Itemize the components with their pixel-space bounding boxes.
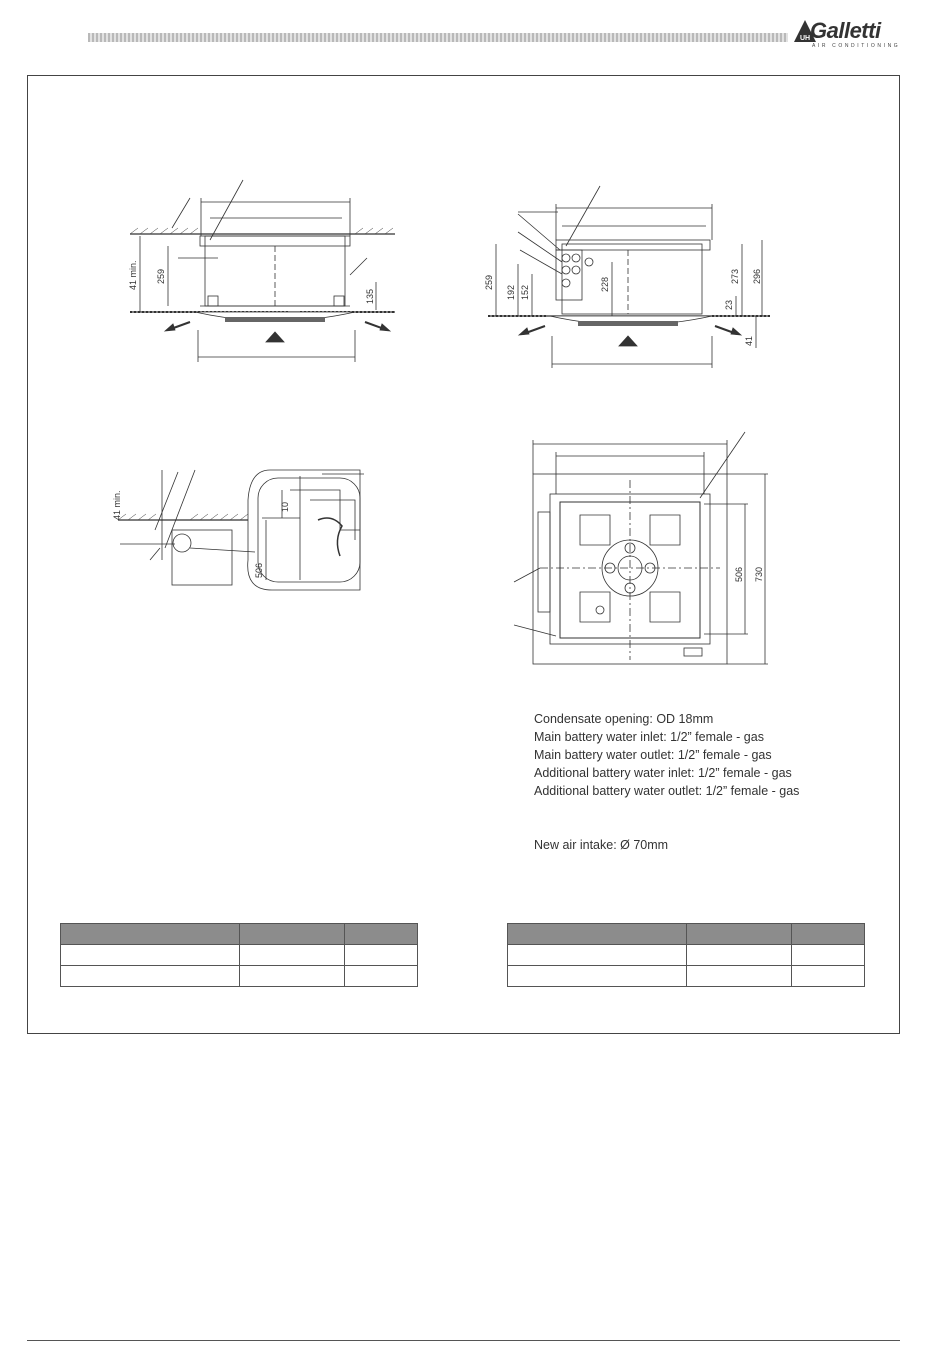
svg-text:41: 41 (744, 335, 754, 346)
table-cell (345, 945, 418, 966)
table-cell (792, 945, 865, 966)
note-air-intake: New air intake: Ø 70mm (534, 838, 669, 852)
table-cell (240, 924, 345, 945)
brand-name: Galletti (810, 18, 881, 43)
table-cell (61, 966, 240, 987)
svg-text:506: 506 (254, 562, 264, 578)
note-additional-inlet: Additional battery water inlet: 1/2” female - gas (534, 766, 792, 780)
table-cell (792, 924, 865, 945)
svg-text:135: 135 (365, 288, 375, 304)
svg-text:10: 10 (280, 501, 290, 512)
note-main-outlet: Main battery water outlet: 1/2” female - gas (534, 748, 772, 762)
connection-notes (534, 710, 799, 854)
svg-text:259: 259 (484, 274, 494, 290)
brand-subtitle: AIR CONDITIONING (812, 43, 901, 49)
svg-text:UH: UH (800, 35, 811, 42)
table-cell (240, 966, 345, 987)
svg-text:41 min.: 41 min. (128, 260, 138, 290)
svg-text:228: 228 (600, 276, 610, 292)
svg-text:506: 506 (734, 566, 744, 582)
side-view-right (484, 186, 770, 368)
table-cell (792, 966, 865, 987)
table-cell (508, 966, 687, 987)
svg-text:730: 730 (754, 566, 764, 582)
table-cell (687, 924, 792, 945)
table-cell (345, 966, 418, 987)
table-cell (61, 924, 240, 945)
svg-text:192: 192 (506, 284, 516, 300)
svg-text:259: 259 (156, 268, 166, 284)
table-cell (687, 966, 792, 987)
spec-table-right (507, 923, 865, 987)
svg-text:296: 296 (752, 268, 762, 284)
spec-table-left (60, 923, 418, 987)
svg-text:152: 152 (520, 284, 530, 300)
table-cell (687, 945, 792, 966)
note-additional-outlet: Additional battery water outlet: 1/2” female - gas (534, 784, 800, 798)
table-cell (508, 924, 687, 945)
detail-view (112, 470, 364, 590)
table-cell (345, 924, 418, 945)
side-view-left (128, 180, 395, 362)
table-cell (240, 945, 345, 966)
top-view (514, 432, 768, 664)
table-cell (508, 945, 687, 966)
svg-text:41 min.: 41 min. (112, 490, 122, 520)
note-condensate-opening: Condensate opening: OD 18mm (534, 712, 714, 726)
table-cell (61, 945, 240, 966)
note-main-inlet: Main battery water inlet: 1/2” female - gas (534, 730, 764, 744)
svg-text:23: 23 (724, 299, 734, 310)
footer-rule (27, 1340, 900, 1341)
svg-text:273: 273 (730, 268, 740, 284)
